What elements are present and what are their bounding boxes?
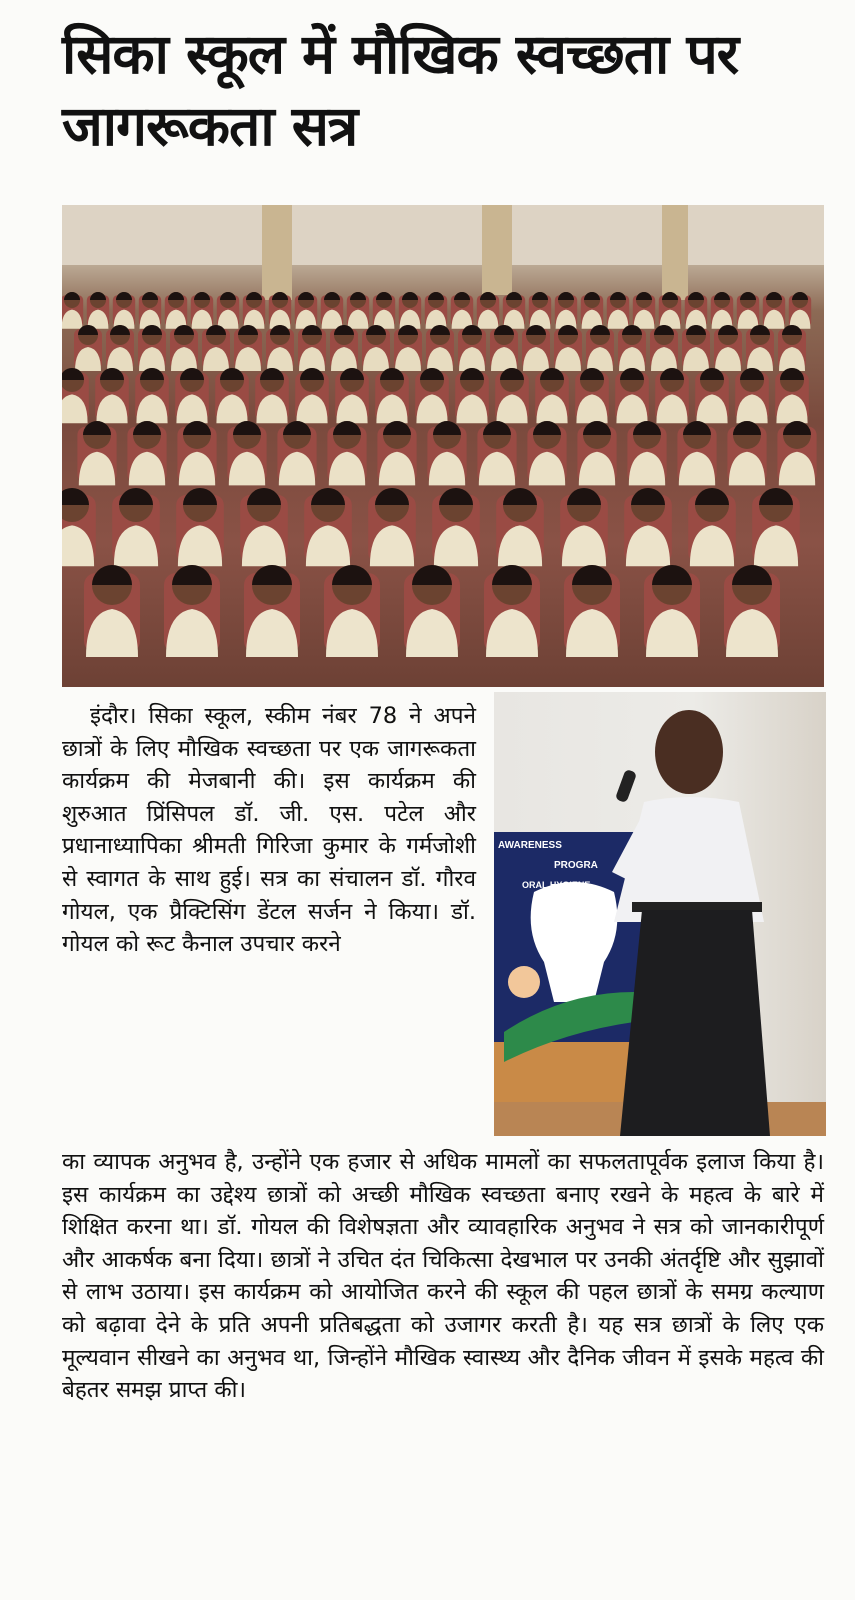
- banner-line1: AWARENESS: [498, 840, 562, 851]
- speaker-photo: [494, 692, 826, 1136]
- article-paragraph-full: का व्यापक अनुभव है, उन्होंने एक हजार से अधिक मामलों का सफलतापूर्वक इलाज किया है। इस कार्यक्रम का उद्देश्य छात्रों को अच्छी मौखिक स्वच्छता बनाए रखने के महत्व के बारे में शिक्षित करना था। डॉ. गोयल की विशेषज्ञता और व्यावहारिक अनुभव ने सत्र को जानकारीपूर्ण और आकर्षक बना दिया। छात्रों ने उचित दंत चिकित्सा देखभाल पर उनकी अंतर्दृष्टि और सुझावों से लाभ उठाया। इस कार्यक्रम को आयोजित करने की स्कूल की पहल छात्रों के समग्र कल्याण को बढ़ावा देने के प्रति अपनी प्रतिबद्धता को उजागर करती है। यह सत्र छात्रों के लिए एक मूल्यवान सीखने का अनुभव था, जिन्होंने मौखिक स्वास्थ्य और दैनिक जीवन में इसके महत्व की बेहतर समझ प्राप्त की।: [62, 1149, 824, 1404]
- students-crowd-graphic: [62, 292, 817, 657]
- banner-line3: ORAL HYGIENE: [522, 880, 591, 890]
- headline: सिका स्कूल में मौखिक स्वच्छता पर जागरूकता सत्र: [62, 22, 739, 158]
- article-paragraph-column: इंदौर। सिका स्कूल, स्कीम नंबर 78 ने अपने छात्रों के लिए मौखिक स्वच्छता पर एक जागरूकता कार्यक्रम की मेजबानी की। इस कार्यक्रम की शुरुआत प्रिंसिपल डॉ. जी. एस. पटेल और प्रधानाध्यापिका श्रीमती गिरिजा कुमार के गर्मजोशी से स्वागत के साथ हुई। सत्र का संचालन डॉ. गौरव गोयल, एक प्रैक्टिसिंग डेंटल सर्जन ने किया। डॉ. गोयल को रूट कैनाल उपचार करने: [62, 703, 476, 958]
- banner-line2: PROGRA: [554, 860, 598, 871]
- audience-photo: [62, 205, 824, 687]
